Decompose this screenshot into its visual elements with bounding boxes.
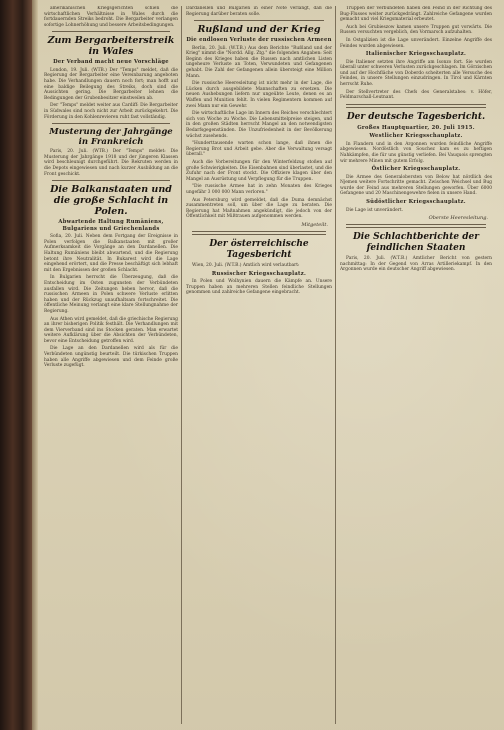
divider bbox=[52, 180, 170, 181]
article-paragraph: Paris, 20. Juli. (WTB.) Der "Temps" meldet: Die Musterung der Jahrgänge 1918 und der jüngeren Klassen wird beschleunigt durchgeführt. Die Rekruten werden in die Depots eingewiesen und nach kurzer Ausbildung an die Front geschickt. bbox=[44, 149, 178, 177]
headline-german-report: Der deutsche Tagesbericht. bbox=[346, 111, 486, 122]
column-3 bbox=[340, 6, 492, 724]
headline-austrian-report: Der österreichische Tagesbericht bbox=[209, 238, 309, 260]
double-rule bbox=[346, 104, 486, 108]
column-rule bbox=[181, 6, 182, 724]
article-paragraph: London, 19. Juli. (WTB.) Der "Temps" meldet, daß die Regierung der Bergarbeiter eine Vereinbarung angeboten habe. Die Verhandlungen dauern noch fort; man hofft auf eine baldige Beilegung des Streiks, doch sind die Aussichten gering. Die Bergarbeiter lehnen die Bedingungen der Grubenbesitzer einstweilen ab. bbox=[44, 67, 178, 101]
subheadline: Südöstlicher Kriegsschauplatz. bbox=[366, 199, 466, 206]
article-paragraph: In Bulgarien herrscht die Überzeugung, daß die Entscheidung im Osten zugunsten der Verbündeten ausfallen wird. Die Zeitungen heben hervor, daß die russischen Armeen in Polen schwere Verluste erlitten haben und der Rückzug unaufhaltsam fortschreitet. Die öffentliche Meinung verlangt eine klare Stellungnahme der Regierung. bbox=[44, 275, 178, 314]
subheadline: Die endlosen Verluste der russischen Armeen bbox=[186, 37, 332, 44]
article-paragraph: Wien, 20. Juli. (W.T.B.) Amtlich wird verlautbart: bbox=[192, 262, 300, 268]
article-paragraph: Die wirtschaftliche Lage im Innern des Reiches verschlechtert sich von Woche zu Woche. Die Lebensmittelpreise steigen, und in den großen Städten herrscht Mangel an den notwendigsten Bedarfsgegenständen. Die Unzufriedenheit in der Bevölkerung wächst zusehends. bbox=[186, 111, 332, 139]
article-paragraph: Die Lage an den Dardanellen wird als für die Verbündeten ungünstig beurteilt. Die türkischen Truppen haben alle Angriffe abgewiesen und dem Feinde große Verluste zugefügt. bbox=[44, 346, 178, 369]
article-paragraph: amerikanischen Kriegsgerichten schien die wirtschaftlichen Verhältnisse in Wales durch die fortdauernden Streiks bedroht. Die Bergarbeiter verlangen sofortige Lohnerhöhung und bessere Arbeitsbedingungen. bbox=[44, 6, 178, 28]
headline-enemy-reports: Die Schlachtberichte der feindlichen Staaten bbox=[352, 232, 480, 254]
divider bbox=[52, 123, 170, 124]
signature: Mitgeteilt. bbox=[301, 221, 328, 228]
article-paragraph: Die Lage ist unverändert. bbox=[346, 207, 404, 213]
article-paragraph: Aus Athen wird gemeldet, daß die griechische Regierung an ihrer bisherigen Politik festhält. Die Verhandlungen mit dem Vierverband sind ins Stocken geraten. Man erwartet weitere Aufklärung über die Absichten der Verbündeten, bevor eine Entscheidung getroffen wird. bbox=[44, 316, 178, 344]
headline-balkan-states: Die Balkanstaaten und die große Schlacht in Polen. bbox=[50, 184, 172, 218]
column-1 bbox=[44, 6, 178, 724]
subheadline: Westlicher Kriegsschauplatz. bbox=[369, 133, 463, 140]
column-rule bbox=[335, 6, 336, 724]
article-paragraph: Sofia, 20. Juli. Neben dem Fortgang der Ereignisse in Polen verfolgen die Balkanstaaten mit großer Aufmerksamkeit die Vorgänge an den Dardanellen. Die Haltung Rumäniens bleibt abwartend, und die Regierung betont ihre Neutralität. In Bukarest wird die Lage eingehend erörtert, und die Presse beschäftigt sich lebhaft mit den Ergebnissen der großen Schlacht. bbox=[44, 234, 178, 273]
article-paragraph: Die russische Heeresleitung ist nicht mehr in der Lage, die Lücken durch ausgebildete Mannschaften zu ersetzen. Die neuen Aushebungen liefern nur ungeübte Leute, denen es an Waffen und Munition fehlt. In vielen Regimentern kommen auf zwei Mann nur ein Gewehr. bbox=[186, 81, 332, 109]
column-2 bbox=[186, 6, 332, 724]
article-paragraph: Berlin, 20. Juli. (W.T.B.) Aus dem Berichte "Rußland und der Krieg" nimmt die "Nordd. Allg. Ztg." die folgenden Angaben: Seit Beginn des Krieges haben die Russen nach amtlichen Listen ungeheure Verluste an Toten, Verwundeten und Gefangenen gehabt. Die Zahl der Gefangenen allein übersteigt eine Million Mann. bbox=[186, 45, 332, 79]
double-rule bbox=[192, 231, 326, 235]
subheadline: Der Verband macht neue Vorschläge bbox=[53, 59, 169, 66]
article-paragraph: Paris, 20. Juli. (W.T.B.) Amtlicher Bericht von gestern nachmittag: In der Gegend von Arras Artilleriekampf. In den Argonnen wurde ein deutscher Angriff abgewiesen. bbox=[340, 256, 492, 273]
article-paragraph: Die Armee des Generalobersten von Below hat nördlich des Njemen weitere Fortschritte gemacht. Zwischen Weichsel und Bug wurde der Feind aus mehreren Stellungen geworfen. Über 6000 Gefangene und 20 Maschinengewehre fielen in unsere Hand. bbox=[340, 174, 492, 197]
article-paragraph: In Polen und Wolhynien dauern die Kämpfe an. Unsere Truppen haben an mehreren Stellen feindliche Stellungen genommen und zahlreiche Gefangene eingebracht. bbox=[186, 279, 332, 296]
article-paragraph: Aus Petersburg wird gemeldet, daß die Duma demnächst zusammentreten soll, um über die Lage zu beraten. Die Regierung hat Maßnahmen angekündigt, die jedoch von der Öffentlichkeit mit Mißtrauen aufgenommen werden. bbox=[186, 197, 332, 220]
quotation: "Die russische Armee hat in zehn Monaten des Krieges ungefähr 3 000 000 Mann verloren." bbox=[186, 184, 332, 195]
book-binding bbox=[0, 0, 32, 730]
headline-france-musterung: Musterung der Jahrgänge in Frankreich bbox=[49, 127, 173, 148]
subheadline: Russischer Kriegsschauplatz. bbox=[211, 270, 307, 277]
headline-wales-strike: Zum Bergarbeiterstreik in Wales bbox=[47, 35, 175, 58]
signature: Oberste Heeresleitung. bbox=[428, 215, 488, 222]
subheadline: Östlicher Kriegsschauplatz. bbox=[371, 166, 461, 173]
article-paragraph: In Flandern und in den Argonnen wurden feindliche Angriffe abgewiesen. Nordöstlich von Souchez kam es zu heftigen Nahkämpfen, die für uns günstig verliefen. Bei Vauquois sprengten wir mehrere Minen mit gutem Erfolg. bbox=[340, 141, 492, 164]
subheadline: Italienischer Kriegsschauplatz. bbox=[365, 51, 467, 58]
quotation: "Hunderttausende warten schon lange, daß ihnen die Regierung Brot und Arbeit gebe. Aber die Verwaltung versagt überall." bbox=[186, 141, 332, 158]
headline-russia-war: Rußland und der Krieg bbox=[197, 24, 321, 36]
dateline: Großes Hauptquartier, 20. Juli 1915. bbox=[357, 124, 475, 131]
double-rule bbox=[346, 224, 486, 228]
article-paragraph: Die Italiener setzten ihre Angriffe am Isonzo fort. Sie wurden überall unter schweren Verlusten zurückgeschlagen. Im Görzischen und auf der Hochfläche von Doberdo scheiterten alle Versuche des Feindes, in unsere Stellungen einzudringen. In Tirol und Kärnten herrscht Ruhe. bbox=[340, 59, 492, 88]
article-paragraph: Truppen der Verbündeten haben den Feind in der Richtung des Bug-Flusses weiter zurückgedrängt. Zahlreiche Gefangene wurden gemacht und viel Kriegsmaterial erbeutet. bbox=[340, 6, 492, 23]
subheadline: Abwartende Haltung Rumäniens, Bulgariens und Griechenlands bbox=[58, 219, 164, 232]
article-paragraph: Dardanellen und Bulgarien in einer Note verlangt, daß die Regierung darüber beraten solle. bbox=[186, 6, 332, 17]
divider bbox=[52, 31, 170, 32]
article-paragraph: Der Stellvertreter des Chefs des Generalstabes: v. Höfer, Feldmarschall-Leutnant. bbox=[340, 89, 492, 101]
divider bbox=[194, 20, 324, 21]
article-paragraph: In Ostgalizien ist die Lage unverändert. Einzelne Angriffe des Feindes wurden abgewiesen. bbox=[340, 37, 492, 49]
article-paragraph: Der "Temps" meldet weiter aus Cardiff: Die Bergarbeiter in Südwales sind noch nicht zur Arbeit zurückgekehrt. Die Förderung in den Kohlenrevieren ruht fast vollständig. bbox=[44, 103, 178, 120]
article-paragraph: Auch bei Grubieszow kamen unsere Truppen gut vorwärts. Die Russen versuchten vergeblich, den Vormarsch aufzuhalten. bbox=[340, 24, 492, 36]
newspaper-page bbox=[38, 0, 504, 730]
article-paragraph: Auch die Vorbereitungen für den Winterfeldzug stoßen auf große Schwierigkeiten. Die Eisenbahnen sind überlastet, und die Zufuhr nach der Front stockt. Die Offiziere klagen über den Mangel an Ausrüstung und Verpflegung für die Truppen. bbox=[186, 159, 332, 182]
